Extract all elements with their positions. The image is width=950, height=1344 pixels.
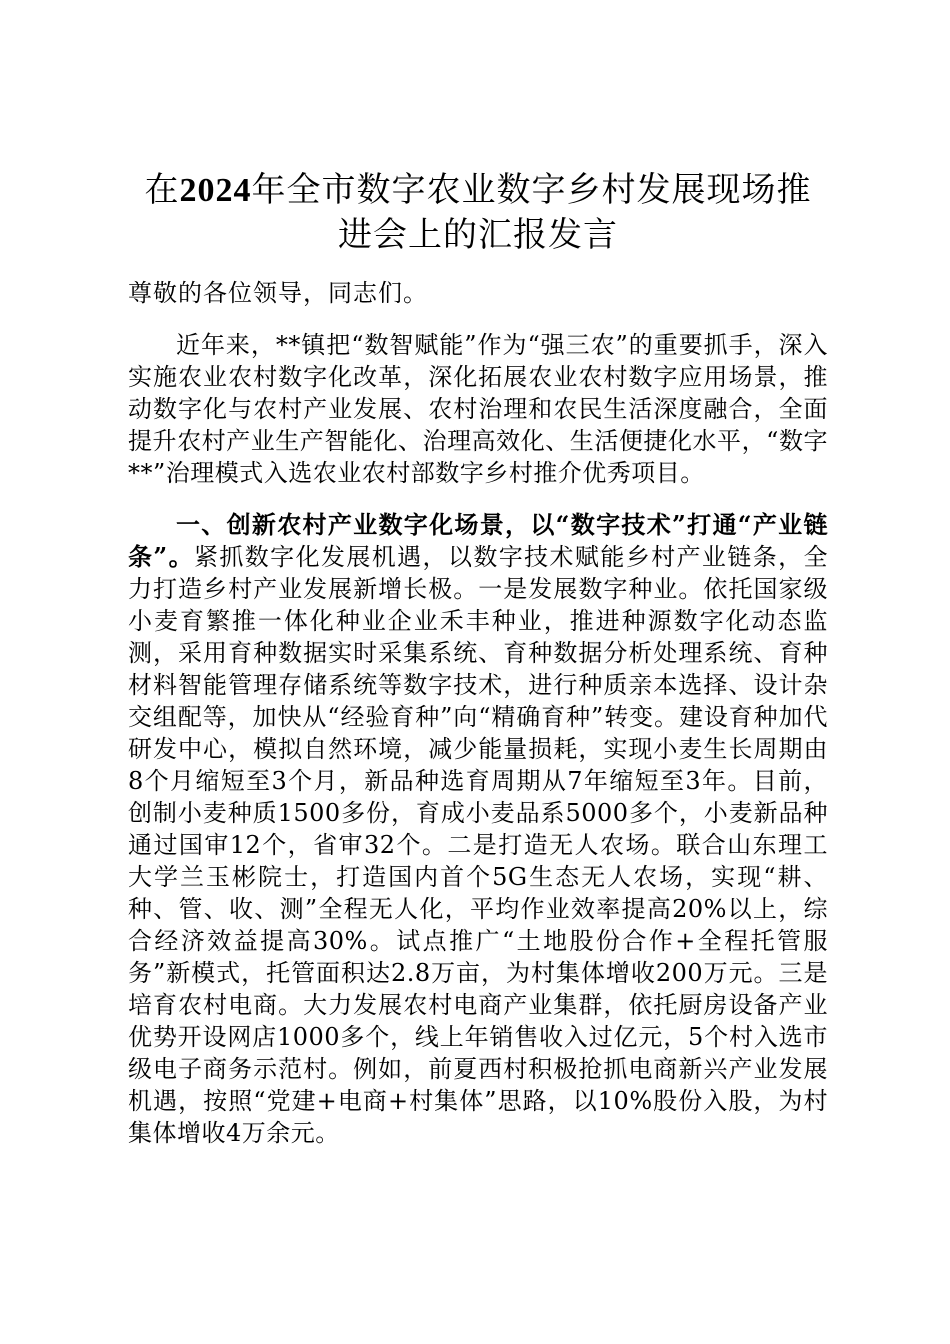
section-one-body: 紧抓数字化发展机遇，以数字技术赋能乡村产业链条，全力打造乡村产业发展新增长极。一是发展数字种业。依托国家级小麦育繁推一体化种业企业禾丰种业，推进种源数字化动态监测，采用育种数据实时采集系统、育种数据分析处理系统、育种材料智能管理存储系统等数字技术，进行种质亲本选择、设计杂交组配等，加快从“经验育种”向“精确育种”转变。建设育种加代研发中心，模拟自然环境，减少能量损耗，实现小麦生长周期由8个月缩短至3个月，新品种选育周期从7年缩短至3年。目前，创制小麦种质1500多份，育成小麦品系5000多个，小麦新品种通过国审12个，省审32个。二是打造无人农场。联合山东理工大学兰玉彬院士，打造国内首个5G生态无人农场，实现“耕、种、管、收、测”全程无人化，平均作业效率提高20%以上，综合经济效益提高30%。试点推广“土地股份合作+全程托管服务”新模式，托管面积达2.8万亩，为村集体增收200万元。三是培育农村电商。大力发展农村电商产业集群，依托厨房设备产业优势开设网店1000多个，线上年销售收入过亿元，5个村入选市级电子商务示范村。例如，前夏西村积极抢抓电商新兴产业发展机遇，按照“党建+电商+村集体”思路，以10%股份入股，为村集体增收4万余元。 <box>128 543 828 1147</box>
document-title <box>128 168 828 257</box>
intro-paragraph: 近年来，**镇把“数智赋能”作为“强三农”的重要抓手，深入实施农业农村数字化改革，深化拓展农业农村数字应用场景，推动数字化与农村产业发展、农村治理和农民生活深度融合，全面提升农村产业生产智能化、治理高效化、生活便捷化水平，“数字**”治理模式入选农业农村部数字乡村推介优秀项目。 <box>128 331 828 487</box>
title-year: 2024 <box>179 172 252 209</box>
section-one-paragraph <box>128 509 828 1149</box>
title-prefix: 在 <box>144 170 180 210</box>
document-body <box>128 168 828 1149</box>
title-rest: 年全市数字农业数字乡村发展现场推进会上的汇报发言 <box>251 170 812 255</box>
section-one-heading: 一、创新农村产业数字化场景，以“数字技术”打通“产业链条”。 <box>128 510 828 571</box>
salutation: 尊敬的各位领导，同志们。 <box>128 279 428 307</box>
